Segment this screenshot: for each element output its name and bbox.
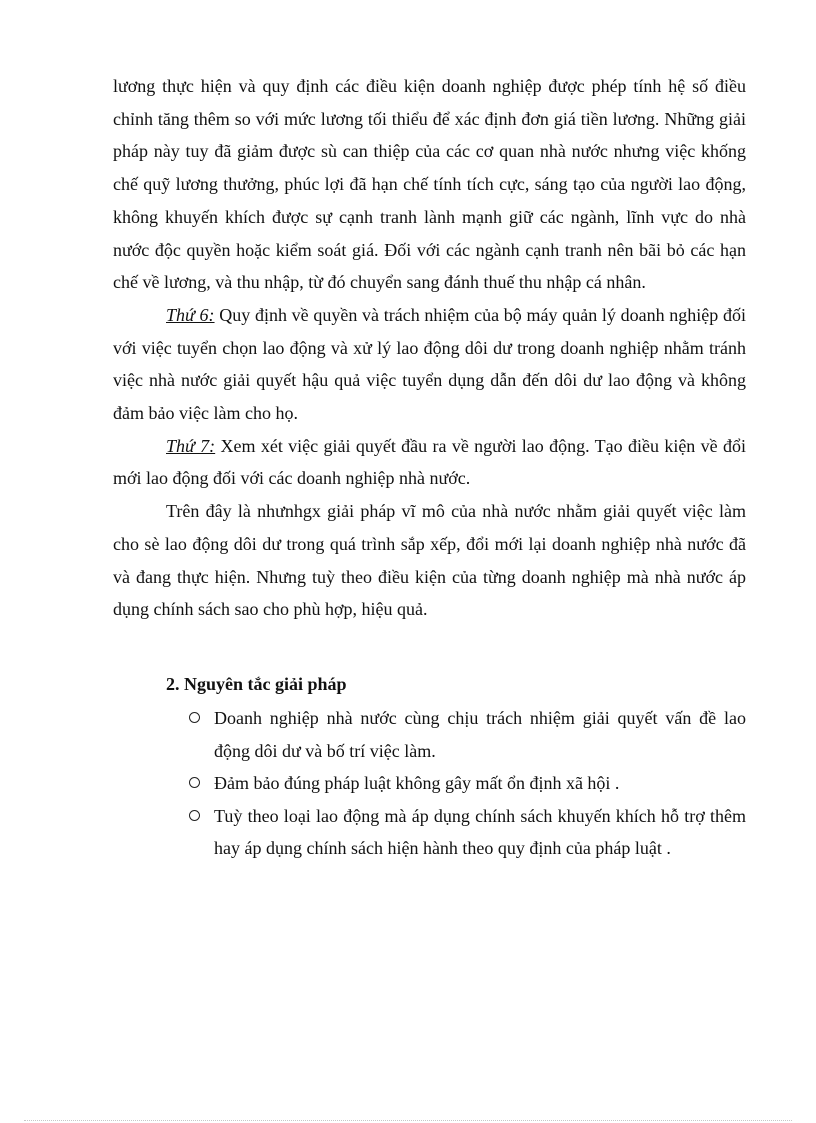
list-item-text: Doanh nghiệp nhà nước cùng chịu trách nhiệm giải quyết vấn đề lao động dôi dư và bố trí việc làm. <box>214 708 746 761</box>
body-text <box>113 70 746 626</box>
paragraph-label: Thứ 6: <box>166 304 215 325</box>
paragraph-summary <box>113 495 746 626</box>
paragraph-label: Thứ 7: <box>166 435 216 456</box>
circle-bullet-icon <box>189 810 200 821</box>
list-item <box>183 800 746 865</box>
page-bottom-divider <box>24 1120 792 1121</box>
paragraph-thu-7 <box>113 430 746 495</box>
list-item <box>183 767 746 800</box>
principle-list <box>183 702 746 865</box>
list-item-text: Đảm bảo đúng pháp luật không gây mất ổn định xã hội . <box>214 773 620 793</box>
paragraph-thu-6 <box>113 299 746 430</box>
circle-bullet-icon <box>189 777 200 788</box>
section-heading: 2. Nguyên tắc giải pháp <box>166 674 347 694</box>
paragraph-text: Trên đây là nhưnhgx giải pháp vĩ mô của nhà nước nhằm giải quyết việc làm cho sè lao động dôi dư trong quá trình sắp xếp, đổi mới lại doanh nghiệp nhà nước đã và đang thực hiện. Nhưng tuỳ theo điều kiện của từng doanh nghiệp mà nhà nước áp dụng chính sách sao cho phù hợp, hiệu quả. <box>113 501 746 620</box>
circle-bullet-icon <box>189 712 200 723</box>
list-item <box>183 702 746 767</box>
paragraph-continuation <box>113 70 746 299</box>
paragraph-text: Quy định về quyền và trách nhiệm của bộ máy quản lý doanh nghiệp đối với việc tuyển chọn lao động và xử lý lao động dôi dư trong doanh nghiệp nhằm tránh việc nhà nước giải quyết hậu quả việc tuyển dụng dẫn đến dôi dư lao động và không đảm bảo việc làm cho họ. <box>113 304 746 424</box>
paragraph-text: lương thực hiện và quy định các điều kiện doanh nghiệp được phép tính hệ số điều chỉnh tăng thêm so với mức lương tối thiểu để xác định đơn giá tiền lương. Những giải pháp này tuy đã giảm được sù can thiệp của các cơ quan nhà nước nhưng việc khống chế quỹ lương thưởng, phúc lợi đã hạn chế tính tích cực, sáng tạo của người lao động, không khuyến khích được sự cạnh tranh lành mạnh giữ các ngành, lĩnh vực do nhà nước độc quyền hoặc kiểm soát giá. Đối với các ngành cạnh tranh nên bãi bỏ các hạn chế về lương, và thu nhập, từ đó chuyển sang đánh thuế thu nhập cá nhân. <box>113 76 746 293</box>
paragraph-text: Xem xét việc giải quyết đầu ra về người lao động. Tạo điều kiện về đổi mới lao động đối với các doanh nghiệp nhà nước. <box>113 435 746 489</box>
list-item-text: Tuỳ theo loại lao động mà áp dụng chính sách khuyến khích hỗ trợ thêm hay áp dụng chính sách hiện hành theo quy định của pháp luật . <box>214 805 746 858</box>
